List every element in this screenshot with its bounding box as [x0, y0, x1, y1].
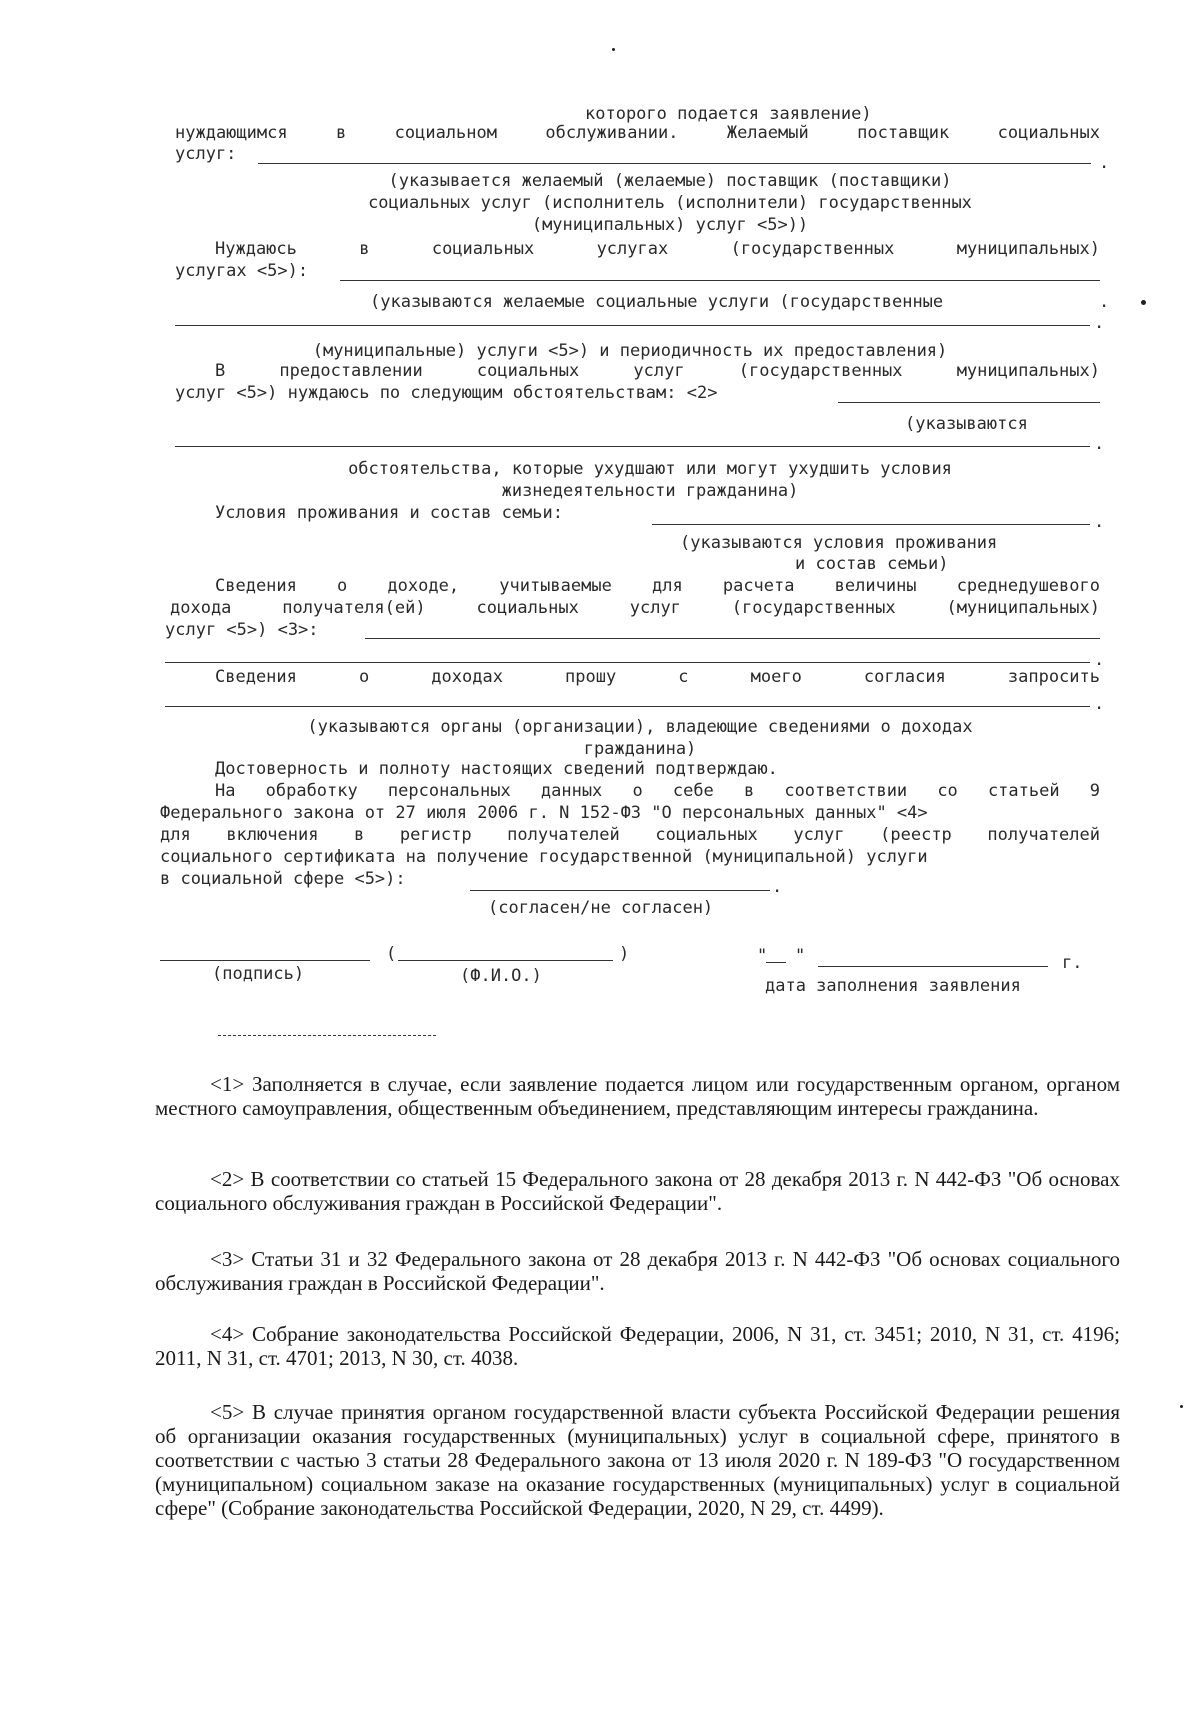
form-line-26: На обработку персональных данных о себе в соответствии со статьей 9: [215, 781, 1100, 801]
fio-label: (Ф.И.О.): [460, 966, 542, 986]
footnote-3: [155, 1247, 1120, 1295]
income-field-line-1[interactable]: [365, 638, 1100, 639]
close-paren: ): [619, 944, 630, 964]
month-year-field-line[interactable]: [818, 966, 1048, 967]
services-field-line-1[interactable]: [340, 280, 1100, 281]
form-line-18: и состав семьи): [795, 554, 949, 574]
living-conditions-field-line[interactable]: [652, 524, 1090, 525]
period: .: [1099, 292, 1110, 312]
footnote-5-text: <5> В случае принятия органом государственной власти субъекта Российской Федерации решения об организации оказания государственных (муниципальных) услуг в социальной сфере, принятого в соответствии с частью 3 статьи 28 Федерального закона от 13 июля 2020 г. N 189-ФЗ "О государственном (муниципальном) социальном заказе на оказание государственных (муниципальных) услуг в социальной сфере" (Собрание законодательства Российской Федерации, 2020, N 29, ст. 4499).: [155, 1400, 1120, 1520]
form-line-6: (муниципальных) услуг <5>)): [531, 215, 809, 235]
form-line-5: социальных услуг (исполнитель (исполнители) государственных: [368, 193, 972, 213]
footnote-2-text: <2> В соответствии со статьей 15 Федерального закона от 28 декабря 2013 г. N 442-ФЗ "Об основах социального обслуживания граждан в Российской Федерации".: [155, 1167, 1120, 1215]
form-line-11: В предоставлении социальных услуг (государственных муниципальных): [215, 361, 1100, 381]
form-line-24: гражданина): [583, 739, 697, 759]
date-label: дата заполнения заявления: [765, 976, 1021, 996]
quote-close: ": [795, 946, 806, 966]
quote-open: ": [757, 946, 768, 966]
scan-speck: [612, 48, 615, 51]
form-line-25: Достоверность и полноту настоящих сведений подтверждаю.: [215, 759, 778, 779]
form-line-14: обстоятельства, которые ухудшают или могут ухудшить условия: [348, 459, 952, 479]
provider-field-line[interactable]: [258, 163, 1091, 164]
form-line-7: Нуждаюсь в социальных услугах (государственных муниципальных): [215, 239, 1100, 259]
form-line-9: (указываются желаемые социальные услуги (государственные: [370, 292, 944, 312]
form-line-13: (указываются: [905, 414, 1028, 434]
form-line-19: Сведения о доходе, учитываемые для расчета величины среднедушевого: [215, 576, 1100, 596]
scan-speck: [1141, 300, 1146, 305]
footnote-3-text: <3> Статьи 31 и 32 Федерального закона от 28 декабря 2013 г. N 442-ФЗ "Об основах социального обслуживания граждан в Российской Федерации".: [155, 1247, 1120, 1295]
open-paren: (: [386, 944, 397, 964]
form-line-20: дохода получателя(ей) социальных услуг (государственных (муниципальных): [170, 598, 1100, 618]
footnote-5: [155, 1400, 1120, 1520]
form-line-2: нуждающимся в социальном обслуживании. Желаемый поставщик социальных: [175, 123, 1100, 143]
signature-field-line[interactable]: [160, 960, 370, 961]
form-line-30: в социальной сфере <5>):: [160, 869, 406, 889]
form-line-12: услуг <5>) нуждаюсь по следующим обстоятельствам: <2>: [175, 383, 718, 403]
form-line-28: для включения в регистр получателей социальных услуг (реестр получателей: [160, 825, 1100, 845]
income-field-line-2[interactable]: [165, 662, 1090, 663]
form-line-10: (муниципальные) услуги <5>) и периодичность их предоставления): [312, 341, 948, 361]
form-line-8: услугах <5>):: [175, 261, 309, 281]
form-line-4: (указывается желаемый (желаемые) поставщик (поставщики): [388, 171, 952, 191]
period: .: [1094, 650, 1105, 670]
form-line-17: (указываются условия проживания: [680, 533, 998, 553]
form-line-1: которого подается заявление): [585, 104, 872, 124]
consent-field-line[interactable]: [470, 890, 770, 891]
period: .: [1094, 434, 1105, 454]
footnote-4: [155, 1322, 1120, 1370]
fio-field-line[interactable]: [398, 960, 613, 961]
form-line-15: жизнедеятельности гражданина): [501, 481, 799, 501]
footnote-1: [155, 1072, 1120, 1120]
form-line-21: услуг <5>) <3>:: [165, 620, 319, 640]
form-line-16: Условия проживания и состав семьи:: [215, 503, 563, 523]
circumstances-field-line-2[interactable]: [175, 446, 1090, 447]
circumstances-field-line-1[interactable]: [838, 402, 1100, 403]
form-line-29: социального сертификата на получение государственной (муниципальной) услуги: [160, 847, 928, 867]
organizations-field-line[interactable]: [165, 706, 1090, 707]
footnote-separator: [218, 1035, 436, 1036]
footnote-1-text: <1> Заполняется в случае, если заявление подается лицом или государственным органом, органом местного самоуправления, общественным объединением, представляющим интересы гражданина.: [155, 1072, 1120, 1120]
period: .: [1094, 512, 1105, 532]
scan-speck: [1180, 1405, 1183, 1408]
form-line-22: Сведения о доходах прошу с моего согласия запросить: [215, 667, 1100, 687]
day-field-line[interactable]: [766, 962, 786, 963]
form-line-3: услуг:: [175, 144, 237, 164]
year-suffix: г.: [1062, 953, 1083, 973]
services-field-line-2[interactable]: [175, 325, 1090, 326]
form-line-23: (указываются органы (организации), владеющие сведениями о доходах: [307, 717, 973, 737]
footnote-4-text: <4> Собрание законодательства Российской Федерации, 2006, N 31, ст. 3451; 2010, N 31, ст. 4196; 2011, N 31, ст. 4701; 2013, N 30, ст. 4038.: [155, 1322, 1120, 1370]
period: .: [1099, 153, 1110, 173]
signature-label: (подпись): [212, 964, 305, 984]
footnote-2: [155, 1167, 1120, 1215]
form-line-27: Федерального закона от 27 июля 2006 г. N 152-ФЗ "О персональных данных" <4>: [160, 803, 928, 823]
period: .: [772, 877, 783, 897]
period: .: [1094, 313, 1105, 333]
period: .: [1094, 694, 1105, 714]
form-line-31: (согласен/не согласен): [488, 898, 714, 918]
